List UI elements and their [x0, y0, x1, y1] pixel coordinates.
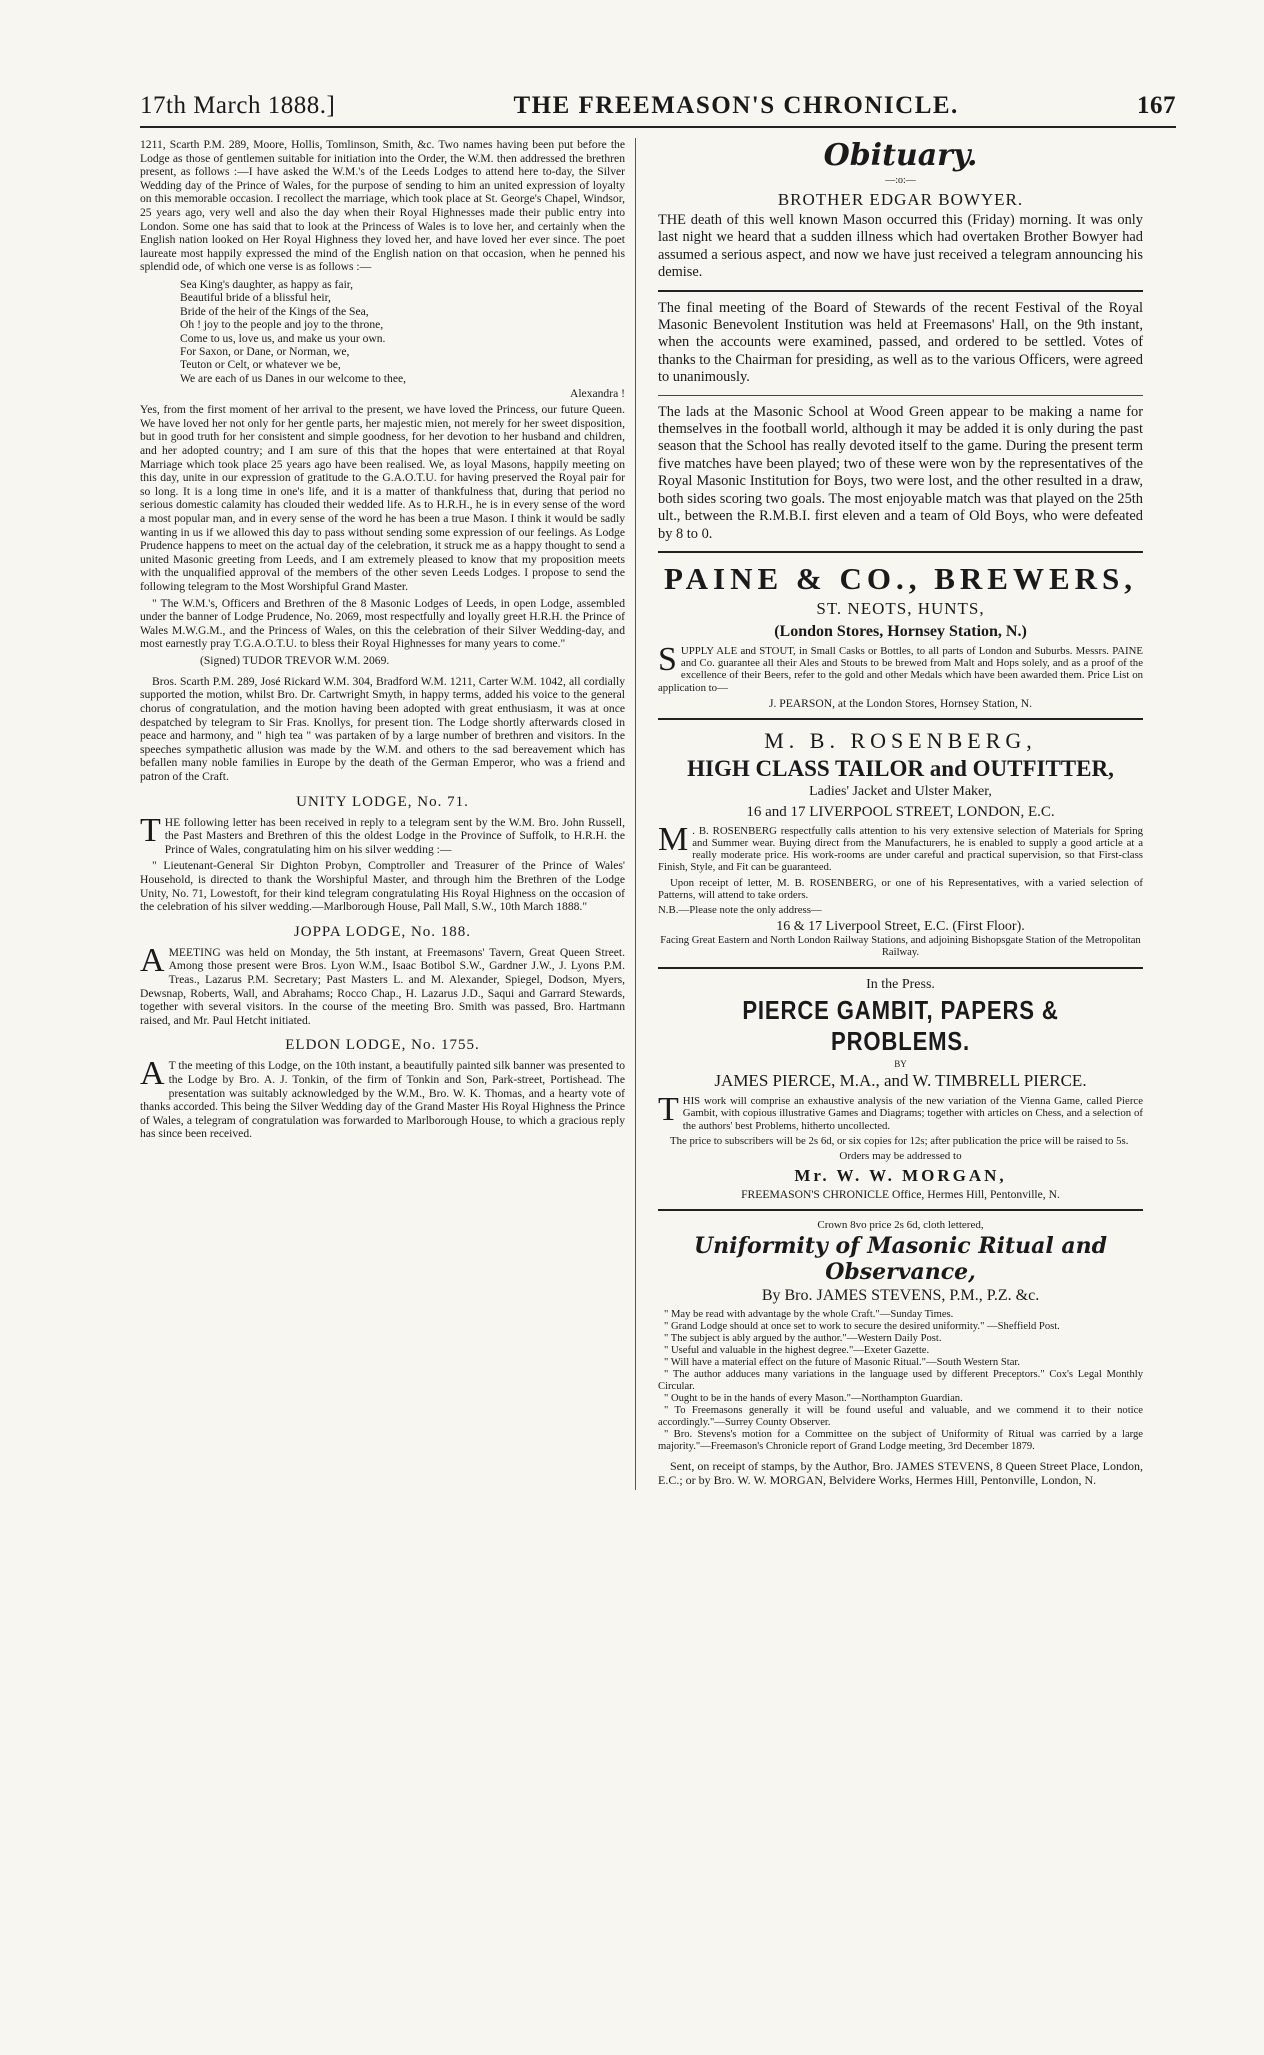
section-rule — [658, 967, 1143, 969]
book-format: Crown 8vo price 2s 6d, cloth lettered, — [817, 1218, 984, 1231]
review-item: " To Freemasons generally it will be found useful and valuable, and we commend it to their notice accordingly."—Surrey County Observer. — [658, 1404, 1143, 1428]
drop-cap: A — [140, 1055, 165, 1093]
unity-p2: " Lieutenant-General Sir Dighton Probyn, Comptroller and Treasurer of the Prince of Wales' Household, is directed to thank the Worshipful Master, and through him the Brethren of the Lodge Unity, No. 71, Lowestoft, for their kind telegram congratulating His Royal Highness on the occasion of the celebration of his silver wedding.—Marlborough House, Pall Mall, S.W., 10th March 1888." — [140, 859, 625, 914]
review-item: " Ought to be in the hands of every Mason."—Northampton Guardian. — [664, 1392, 963, 1404]
leeds-body-1: Yes, from the first moment of her arrival to the present, we have loved the Princess, our future Queen. We have loved her not only for her gentle parts, her majestic mien, not merely for her sweet disposition, but in good truth for her consistent and simple goodness, for her devotion to her husband and children, and her adopted country; and I am sure of this that the hopes that were entertained at that Royal Marriage which took place 25 years ago have been realised. We, as loyal Masons, happily meeting on this day, unite in our expression of gratitude to the G.A.O.T.U. for having preserved the Royal pair for so long. It is a long time in one's life, and it is a matter of thankfulness that, during that period no serious domestic calamity has clouded their wedded life. As to H.R.H., he is in every sense of the word a most popular man, and in every sense of the word he has been a true Mason. I think it would be sadly wanting in us if we allowed this day to pass without sending some expression of our feelings. As Lodge Prudence happens to meet on the actual day of the celebration, it struck me as a happy thought to send a united Masonic greeting from Leeds, and I am extremely pleased to know that my proposition meets with the unqualified approval of the members of the other seven Leeds Lodges. I propose to send the following telegram to the Most Worshipful Grand Master. — [140, 403, 625, 593]
review-item: " Will have a material effect on the future of Masonic Ritual."—South Western Star. — [664, 1356, 1020, 1368]
pierce-title: PIERCE GAMBIT, PAPERS & PROBLEMS. — [742, 995, 1059, 1057]
poem-line: Bride of the heir of the Kings of the Sea, — [180, 304, 369, 318]
leeds-telegram: " The W.M.'s, Officers and Brethren of the 8 Masonic Lodges of Leeds, in open Lodge, assembled under the banner of Lodge Prudence, No. 2069, most respectfully and loyally greet H.R.H. the Prince of Wales M.W.G.M., and the Princess of Wales, on this the celebration of their Silver Wedding-day, and most earnestly pray T.G.A.O.T.U. to bless their Royal Highnesses for many years to come." — [140, 596, 625, 651]
section-rule — [658, 1209, 1143, 1211]
eldon-p-text: T the meeting of this Lodge, on the 10th instant, a beautifully painted silk banner was presented to the Lodge by Bro. A. J. Tonkin, of the firm of Tonkin and Son, Park-street, Portishead. The presentation was suitably acknowledged by the W.M., Bro. W. K. Thomas, and a hearty vote of thanks accorded. This being the Silver Wedding day of the Grand Master His Royal Highness the Prince of Wales, a telegram of congratulation was forwarded to Marlborough House, to which a gracious reply has since been received. — [140, 1059, 625, 1141]
review-item: " Useful and valuable in the highest degree."—Exeter Gazette. — [664, 1344, 930, 1356]
eldon-lodge-title: ELDON LODGE, No. 1755. — [285, 1037, 480, 1054]
page-header — [140, 92, 1176, 120]
review-item: " The subject is ably argued by the author."—Western Daily Post. — [664, 1332, 942, 1344]
leeds-signed: (Signed) TUDOR TREVOR W.M. 2069. — [200, 653, 390, 667]
rosenberg-body-2: Upon receipt of letter, M. B. ROSENBERG, or one of his Representatives, with a varied selection of Patterns, will attend to take orders. — [658, 876, 1143, 901]
unity-p1 — [140, 811, 625, 857]
eldon-p — [140, 1055, 625, 1141]
columns — [140, 138, 1176, 1490]
section-rule — [658, 395, 1143, 396]
obituary-title: Obituary. — [823, 138, 978, 173]
rosenberg-facing: Facing Great Eastern and North London Railway Stations, and adjoining Bishopsgate Station of the Metropolitan Railway. — [660, 935, 1141, 959]
header-rule — [140, 126, 1176, 128]
rosenberg-address: 16 and 17 LIVERPOOL STREET, LONDON, E.C. — [746, 803, 1055, 820]
joppa-p-text: MEETING was held on Monday, the 5th instant, at Freemasons' Tavern, Great Queen Street. Among those present were Bros. Lyon W.M., Isaac Botibol S.W., Gardner J.W., J. Lyons P.M. Treas., Lazarus P.M. Secretary; Past Masters L. and M. Alexander, Spiegel, Dodson, Myers, Dewsnap, Roberts, Wall, and Abrahams; Rocco Chap., H. Lazarus J.D., Saqui and Garrard Stewards, together with several visitors. In the course of the meeting Bro. Smith was passed, Bro. Hartmann raised, and Mr. Paul Hetcht initiated. — [140, 945, 625, 1027]
book-sent: Sent, on receipt of stamps, by the Author, Bro. JAMES STEVENS, 8 Queen Street Place, London, E.C.; or by Bro. W. W. MORGAN, Belvidere Works, Hermes Hill, Pentonville, London, N. — [658, 1458, 1143, 1487]
pierce-office: FREEMASON'S CHRONICLE Office, Hermes Hill, Pentonville, N. — [741, 1187, 1060, 1201]
review-item: " Bro. Stevens's motion for a Committee on the subject of Uniformity of Ritual was carried by a large majority."—Freemason's Chronicle report of Grand Lodge meeting, 3rd December 1879. — [658, 1428, 1143, 1452]
rosenberg-maker: Ladies' Jacket and Ulster Maker, — [809, 783, 992, 799]
review-item: " Grand Lodge should at once set to work to secure the desired uniformity." —Sheffield Post. — [664, 1320, 1060, 1332]
board-stewards-text: The final meeting of the Board of Stewards of the recent Festival of the Royal Masonic Benevolent Institution was held at Freemasons' Hall, on the 9th instant, when the accounts were examined, passed, and ordered to be settled. Votes of thanks to the Chairman for presiding, as well as to the various Officers, were agreed to unanimously. — [658, 299, 1143, 386]
unity-p1-text: HE following letter has been received in reply to a telegram sent by the W.M. Bro. John Russell, the Past Masters and Brethren of this the oldest Lodge in the Province of Suffolk, to H.R.H. the Prince of Wales, congratulating him on his silver wedding :— — [164, 815, 625, 856]
obituary-separator: —:o:— — [885, 175, 916, 186]
poem-line: Teuton or Celt, or whatever we be, — [180, 358, 341, 372]
poem-signature: Alexandra ! — [569, 387, 625, 401]
joppa-p — [140, 941, 625, 1028]
pierce-by: BY — [894, 1059, 907, 1070]
review-item: " May be read with advantage by the whole Craft."—Sunday Times. — [664, 1308, 954, 1320]
book-title: Uniformity of Masonic Ritual and Observance, — [693, 1232, 1108, 1285]
school-football-text: The lads at the Masonic School at Wood Green appear to be making a name for themselves in the football world, although it may be added it is only during the past season that the School has really devoted itself to the game. During the present term five matches have been played; two of these were won by the representatives of the Royal Masonic Institution for Boys, two were lost, and the other resulted in a draw, both sides scoring two goals. The most enjoyable match was that played on the 25th ult., between the R.M.B.I. first eleven and a team of Old Boys, who were defeated by 8 to 0. — [658, 403, 1143, 542]
rosenberg-body — [658, 820, 1143, 874]
drop-cap: A — [140, 941, 165, 979]
pierce-body-text: HIS work will comprise an exhaustive analysis of the new variation of the Vienna Game, called Pierce Gambit, with copious illustrative Games and Diagrams; together with articles on Chess, and a selection of the authors' best Problems, hitherto uncollected. — [682, 1095, 1143, 1132]
rosenberg-nb: N.B.—Please note the only address— — [658, 903, 822, 916]
paine-town: ST. NEOTS, HUNTS, — [816, 598, 985, 618]
pierce-orders: Orders may be addressed to — [839, 1149, 962, 1162]
drop-cap: T — [658, 1091, 679, 1129]
paine-stores: (London Stores, Hornsey Station, N.) — [774, 622, 1027, 640]
paine-title: PAINE & CO., BREWERS, — [663, 560, 1138, 596]
rosenberg-body-text: . B. ROSENBERG respectfully calls attention to his very extensive selection of Materials for Spring and Summer wear. Buying direct from the Manufacturers, he is enabled to supply a good article at a really moderate price. His work-rooms are under careful and practical supervision, so that First-class Finish, Style, and Fit can be guaranteed. — [658, 824, 1143, 874]
paine-body-text: UPPLY ALE and STOUT, in Small Casks or Bottles, to all parts of London and Suburbs. Messrs. PAINE and Co. guarantee all their Ales and Stouts to be brewed from Malt and Hops solely, and as a proof of the excellence of their Beers, refer to the gold and other Medals which have been awarded them. Price List on application to— — [658, 644, 1143, 694]
obituary-name: BROTHER EDGAR BOWYER. — [777, 190, 1024, 209]
paine-agent: J. PEARSON, at the London Stores, Hornsey Station, N. — [768, 696, 1033, 710]
drop-cap: M — [658, 820, 689, 858]
press-label: In the Press. — [866, 977, 935, 993]
drop-cap: T — [140, 811, 161, 849]
pierce-body — [658, 1091, 1143, 1132]
rosenberg-address-2: 16 & 17 Liverpool Street, E.C. (First Floor). — [776, 919, 1025, 935]
poem — [180, 278, 625, 385]
book-reviews — [658, 1309, 1143, 1453]
rosenberg-name: M. B. ROSENBERG, — [764, 727, 1037, 753]
poem-line: Come to us, love us, and make us your own. — [180, 331, 386, 345]
poem-line: For Saxon, or Dane, or Norman, we, — [180, 344, 350, 358]
header-date: 17th March 1888.] — [140, 92, 336, 119]
joppa-lodge-title: JOPPA LODGE, No. 188. — [293, 923, 472, 940]
right-column — [658, 138, 1143, 1490]
unity-lodge-title: UNITY LODGE, No. 71. — [296, 793, 469, 810]
rosenberg-trade: HIGH CLASS TAILOR and OUTFITTER, — [687, 755, 1114, 781]
left-column — [140, 138, 636, 1490]
section-rule — [658, 551, 1143, 553]
poem-line: Oh ! joy to the people and joy to the throne, — [180, 318, 384, 332]
paine-body — [658, 640, 1143, 694]
header-page-number: 167 — [1137, 92, 1176, 119]
poem-line: Sea King's daughter, as happy as fair, — [180, 277, 354, 291]
book-author: By Bro. JAMES STEVENS, P.M., P.Z. &c. — [761, 1286, 1040, 1304]
poem-line: Beautiful bride of a blissful heir, — [180, 291, 331, 305]
leeds-intro: 1211, Scarth P.M. 289, Moore, Hollis, Tomlinson, Smith, &c. Two names having been put before the Lodge as those of gentlemen suitable for initiation into the Order, the W.M. then addressed the brethren present, as follows :—I have asked the W.M.'s of the Leeds Lodges to attend here to-day, the Silver Wedding day of the Prince of Wales, for the purpose of sending to him an united expression of loyalty on this memorable occasion. I recollect the marriage, which took place at St. George's Chapel, Windsor, 25 years ago, very well and also the day when their Royal Highnesses made their public entry into London. Some one has said that to look at the Princess of Wales is to love her, and certainly when the English nation looked on Her Royal Highness they loved her, and have loved her ever since. The poet laureate most happily expressed the mind of the English nation on that occasion, when he penned his splendid ode, of which one verse is as follows :— — [140, 138, 625, 274]
poem-line: We are each of us Danes in our welcome to thee, — [180, 371, 407, 385]
pierce-authors: JAMES PIERCE, M.A., and W. TIMBRELL PIERCE. — [714, 1071, 1087, 1091]
leeds-body-2: Bros. Scarth P.M. 289, José Rickard W.M. 304, Bradford W.M. 1211, Carter W.M. 1042, all cordially supported the motion, whilst Bro. Dr. Cartwright Smyth, in happy terms, added his voice to the general chorus of congratulation, and the motion having been adopted with great enthusiasm, it was at once despatched by telegram to Sir Fras. Knollys, for present tion. The Lodge shortly afterwards closed in peace and harmony, and " high tea " was partaken of by a large number of brethren and visitors. In the speeches sympathetic allusion was made by the W.M. and others to the sad bereavement which has befallen many noble families in Europe by the death of the German Emperor, who was a friend and patron of the Craft. — [140, 674, 625, 784]
review-item: " The author adduces many variations in the language used by different Preceptors." Cox's Legal Monthly Circular. — [658, 1368, 1143, 1392]
header-paper-title: THE FREEMASON'S CHRONICLE. — [513, 92, 959, 119]
drop-cap: S — [658, 640, 677, 678]
pierce-morgan: Mr. W. W. MORGAN, — [794, 1165, 1007, 1185]
section-rule — [658, 290, 1143, 292]
pierce-price: The price to subscribers will be 2s 6d, or six copies for 12s; after publication the price will be raised to 5s. — [670, 1134, 1129, 1147]
section-rule — [658, 718, 1143, 720]
obituary-text: THE death of this well known Mason occurred this (Friday) morning. It was only last night we heard that a sudden illness which had overtaken Brother Bowyer had assumed a serious aspect, and now we have just received a telegram announcing his demise. — [658, 212, 1143, 281]
